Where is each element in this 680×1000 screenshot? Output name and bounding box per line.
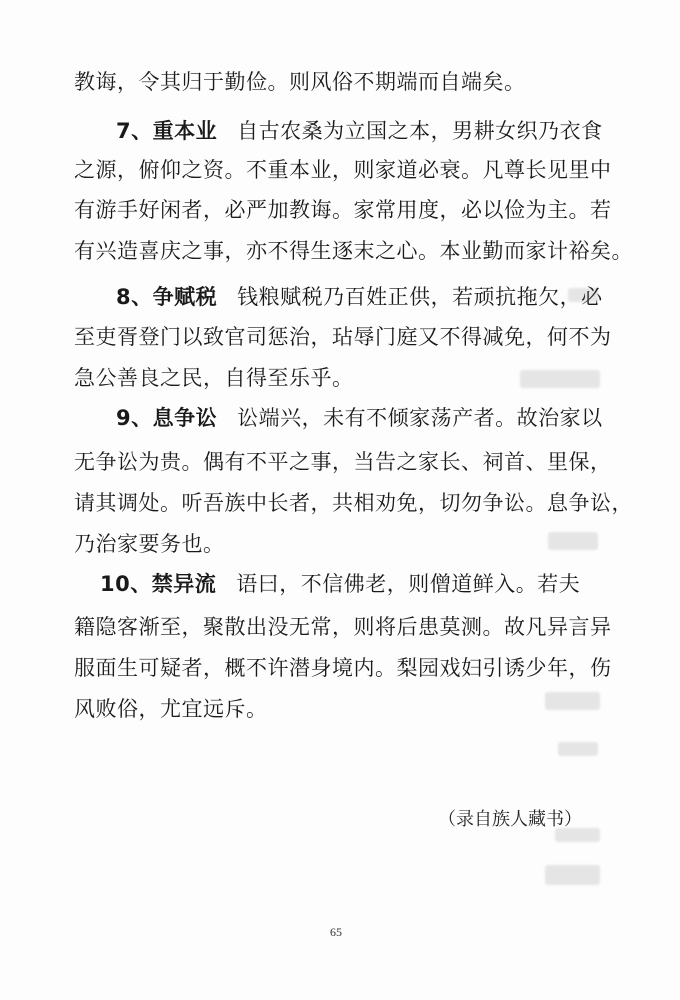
section-10-text: 语曰，不信佛老，则僧道鲜入。若夫 [236, 572, 581, 596]
scan-smudge [545, 865, 600, 885]
text-line-7: 至吏胥登门以致官司惩治，玷辱门庭又不得减免，何不为 [74, 325, 612, 349]
source-note: （录自族人藏书） [438, 809, 582, 830]
section-9-line [116, 402, 603, 432]
section-10-heading: 10、禁异流 [100, 572, 217, 596]
scan-smudge [555, 828, 600, 842]
section-7-line [116, 115, 603, 145]
text-line-14: 籍隐客渐至，聚散出没无常，则将后患莫测。故凡异言异 [74, 615, 612, 639]
scan-smudge [520, 370, 600, 388]
text-line-16: 风败俗，尤宜远斥。 [74, 697, 268, 721]
text-line-15: 服面生可疑者，概不许潜身境内。梨园戏妇引诱少年，伤 [74, 656, 612, 680]
text-line-8: 急公善良之民，自得至乐乎。 [74, 366, 354, 390]
text-line-11: 请其调处。听吾族中长者，共相劝免，切勿争讼。息争讼， [74, 491, 633, 515]
text-line-12: 乃治家要务也。 [74, 532, 225, 556]
text-line-10: 无争讼为贵。偶有不平之事，当告之家长、祠首、里保， [74, 450, 612, 474]
text-line-3: 之源，俯仰之资。不重本业，则家道必衰。凡尊长见里中 [74, 158, 612, 182]
section-9-heading: 9、息争讼 [116, 406, 218, 430]
section-8-heading: 8、争赋税 [116, 285, 218, 309]
section-8-text: 钱粮赋税乃百姓正供，若顽抗拖欠，必 [237, 285, 603, 309]
scan-smudge [568, 288, 598, 302]
scan-smudge [558, 742, 598, 756]
text-line-1: 教诲，令其归于勤俭。则风俗不期端而自端矣。 [74, 70, 526, 94]
section-9-text: 讼端兴，未有不倾家荡产者。故治家以 [237, 406, 603, 430]
section-7-heading: 7、重本业 [116, 119, 218, 143]
scan-smudge [545, 692, 600, 710]
scan-smudge [548, 532, 598, 550]
section-10-line [100, 568, 580, 598]
page-number: 65 [330, 925, 342, 939]
text-line-5: 有兴造喜庆之事，亦不得生逐末之心。本业勤而家计裕矣。 [74, 239, 633, 263]
text-line-4: 有游手好闲者，必严加教诲。家常用度，必以俭为主。若 [74, 198, 612, 222]
section-7-text: 自古农桑为立国之本，男耕女织乃衣食 [237, 119, 603, 143]
section-8-line [116, 281, 603, 311]
